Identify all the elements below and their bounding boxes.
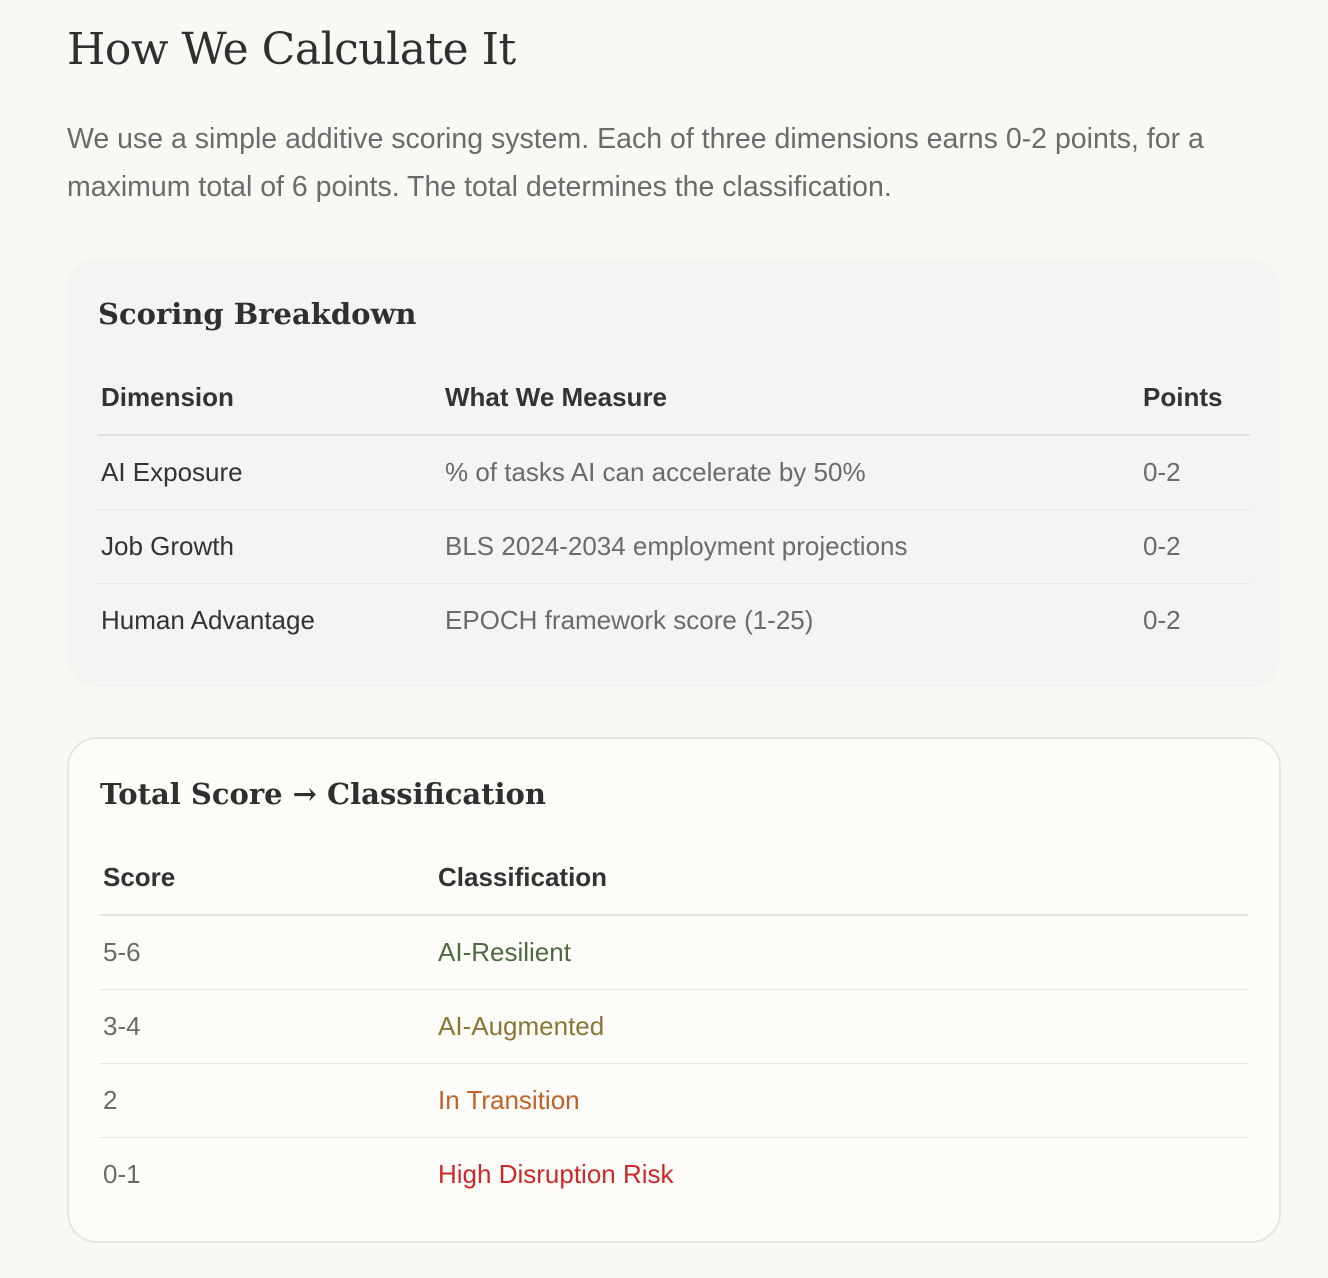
column-header-dimension: Dimension	[98, 361, 442, 435]
scoring-breakdown-table	[98, 361, 1250, 657]
page-title: How We Calculate It	[67, 24, 516, 75]
table-row	[98, 583, 1250, 657]
measure-cell: % of tasks AI can accelerate by 50%	[442, 435, 1140, 509]
measure-cell: EPOCH framework score (1-25)	[445, 604, 814, 635]
score-cell: 0-1	[103, 1158, 141, 1189]
dimension-cell: Human Advantage	[101, 604, 315, 635]
column-header-points: Points	[1140, 361, 1250, 435]
classification-label-high-disruption-risk: High Disruption Risk	[438, 1158, 674, 1189]
table-row	[100, 989, 1248, 1063]
classification-label-in-transition: In Transition	[435, 1063, 1248, 1137]
dimension-cell: AI Exposure	[98, 435, 442, 509]
table-row	[98, 435, 1250, 509]
points-cell: 0-2	[1140, 509, 1250, 583]
table-row	[100, 915, 1248, 989]
classification-title: Total Score → Classification	[100, 777, 546, 811]
column-header-score: Score	[100, 841, 435, 915]
score-cell: 3-4	[100, 989, 435, 1063]
score-cell: 5-6	[100, 915, 435, 989]
table-row	[100, 1063, 1248, 1137]
column-header-classification: Classification	[435, 841, 1248, 915]
column-header-measure: What We Measure	[442, 361, 1140, 435]
score-cell: 2	[100, 1063, 435, 1137]
classification-table	[100, 841, 1248, 1211]
table-header-row	[100, 841, 1248, 915]
table-header-row	[98, 361, 1250, 435]
points-cell: 0-2	[1143, 604, 1181, 635]
intro-paragraph: We use a simple additive scoring system. Each of three dimensions earns 0-2 points, for a maximum total of 6 points. The total determines the classification.	[67, 123, 1204, 203]
classification-label-ai-augmented: AI-Augmented	[435, 989, 1248, 1063]
measure-cell: BLS 2024-2034 employment projections	[442, 509, 1140, 583]
table-row	[98, 509, 1250, 583]
classification-label-ai-resilient: AI-Resilient	[435, 915, 1248, 989]
points-cell: 0-2	[1140, 435, 1250, 509]
scoring-breakdown-title: Scoring Breakdown	[98, 297, 417, 331]
table-row	[100, 1137, 1248, 1211]
dimension-cell: Job Growth	[98, 509, 442, 583]
